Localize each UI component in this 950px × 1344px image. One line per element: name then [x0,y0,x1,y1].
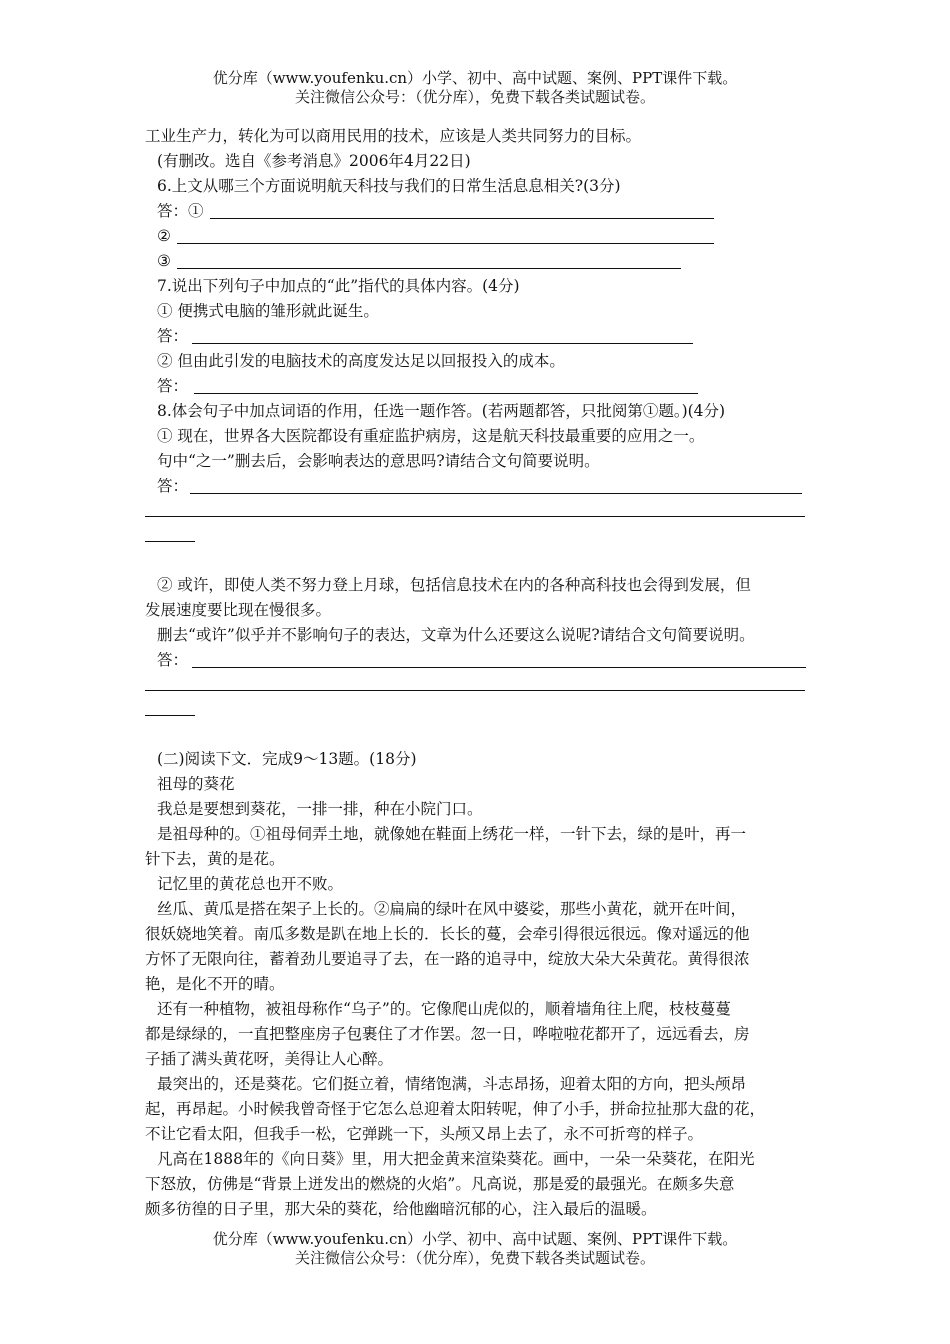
paragraph-line: 还有一种植物，被祖母称作“乌子”的。它像爬山虎似的，顺着墙角往上爬，枝枝蔓蔓 [157,1000,731,1018]
header-line-1: 优分库（www.youfenku.cn）小学、初中、高中试题、案例、PPT课件下载。 [212,69,738,87]
answer-blank[interactable] [190,493,802,494]
answer-blank[interactable] [194,393,698,394]
answer-label: 答： [157,477,189,495]
paragraph-line: 我总是要想到葵花，一排一排，种在小院门口。 [157,800,483,818]
footer-line-1: 优分库（www.youfenku.cn）小学、初中、高中试题、案例、PPT课件下载。 [212,1230,738,1248]
question-7: 7.说出下列句子中加点的“此”指代的具体内容。(4分) [157,277,520,295]
answer-label: 答： [157,327,189,345]
source-note: (有删改。选自《参考消息》2006年4月22日) [157,152,471,170]
answer-blank[interactable] [145,690,805,691]
answer-label: 答： [157,651,189,669]
paragraph-line: 方怀了无限向往，蓄着劲儿要追寻了去，在一路的追寻中，绽放大朵大朵黄花。黄得很浓 [145,950,750,968]
paragraph-line: 丝瓜、黄瓜是搭在架子上长的。②扁扁的绿叶在风中婆娑，那些小黄花，就开在叶间， [157,900,747,918]
answer-label: ③ [157,252,171,270]
answer-blank[interactable] [145,516,805,517]
answer-blank[interactable] [177,243,714,244]
answer-blank[interactable] [177,268,681,269]
paragraph-line: 颇多彷徨的日子里，那大朵的葵花，给他幽暗沉郁的心，注入最后的温暖。 [145,1200,657,1218]
paragraph-line: 不让它看太阳，但我手一松，它弹跳一下，头颅又昂上去了，永不可折弯的样子。 [145,1125,704,1143]
paragraph-line: 最突出的，还是葵花。它们挺立着，情绪饱满，斗志昂扬，迎着太阳的方向，把头颅昂 [157,1075,747,1093]
paragraph-line: 起，再昂起。小时候我曾奇怪于它怎么总迎着太阳转呢，伸了小手，拼命拉扯那大盘的花， [145,1100,766,1118]
paragraph-line: 子插了满头黄花呀，美得让人心醉。 [145,1050,394,1068]
paragraph-line: 很妖娆地笑着。南瓜多数是趴在地上长的．长长的蔓，会牵引得很远很远。像对遥远的他 [145,925,750,943]
question-8: 8.体会句子中加点词语的作用，任选一题作答。(若两题都答，只批阅第①题。)(4分) [157,402,726,420]
paragraph-line: 是祖母种的。①祖母伺弄土地，就像她在鞋面上绣花一样，一针下去，绿的是叶，再一 [157,825,747,843]
paragraph-line: 凡高在1888年的《向日葵》里，用大把金黄来渲染葵花。画中，一朵一朵葵花，在阳光 [157,1150,755,1168]
answer-label: 答：① [157,202,204,220]
text-line: 工业生产力，转化为可以商用民用的技术，应该是人类共同努力的目标。 [145,127,642,145]
question-6: 6.上文从哪三个方面说明航天科技与我们的日常生活息息相关?(3分) [157,177,621,195]
paragraph-line: 记忆里的黄花总也开不败。 [157,875,344,893]
answer-blank[interactable] [192,667,806,668]
paragraph-line: 针下去，黄的是花。 [145,850,285,868]
answer-blank[interactable] [210,218,714,219]
sentence-1: ① 现在，世界各大医院都设有重症监护病房，这是航天科技最重要的应用之一。 [157,427,705,445]
prompt: 句中“之一”删去后，会影响表达的意思吗?请结合文句简要说明。 [157,452,600,470]
prompt: 删去“或许”似乎并不影响句子的表达，文章为什么还要这么说呢?请结合文句简要说明。 [157,626,755,644]
answer-blank[interactable] [145,541,195,542]
text-line: 发展速度要比现在慢很多。 [145,601,332,619]
answer-label: ② [157,227,171,245]
paragraph-line: 下怒放，仿佛是“背景上迸发出的燃烧的火焰”。凡高说，那是爱的最强光。在颇多失意 [145,1175,735,1193]
sentence-1: ① 便携式电脑的雏形就此诞生。 [157,302,379,320]
answer-blank[interactable] [192,343,693,344]
article-title: 祖母的葵花 [157,775,235,793]
sentence-2: ② 但由此引发的电脑技术的高度发达足以回报投入的成本。 [157,352,565,370]
sentence-2: ② 或许，即使人类不努力登上月球，包括信息技术在内的各种高科技也会得到发展，但 [157,576,751,594]
section-heading: (二)阅读下文．完成9～13题。(18分) [157,750,417,768]
paragraph-line: 都是绿绿的，一直把整座房子包裹住了才作罢。忽一日，哗啦啦花都开了，远远看去，房 [145,1025,750,1043]
answer-label: 答： [157,377,189,395]
answer-blank[interactable] [145,715,195,716]
footer-line-2: 关注微信公众号：（优分库），免费下载各类试题试卷。 [294,1249,655,1267]
header-line-2: 关注微信公众号：（优分库），免费下载各类试题试卷。 [294,88,655,106]
paragraph-line: 艳，是化不开的晴。 [145,975,285,993]
